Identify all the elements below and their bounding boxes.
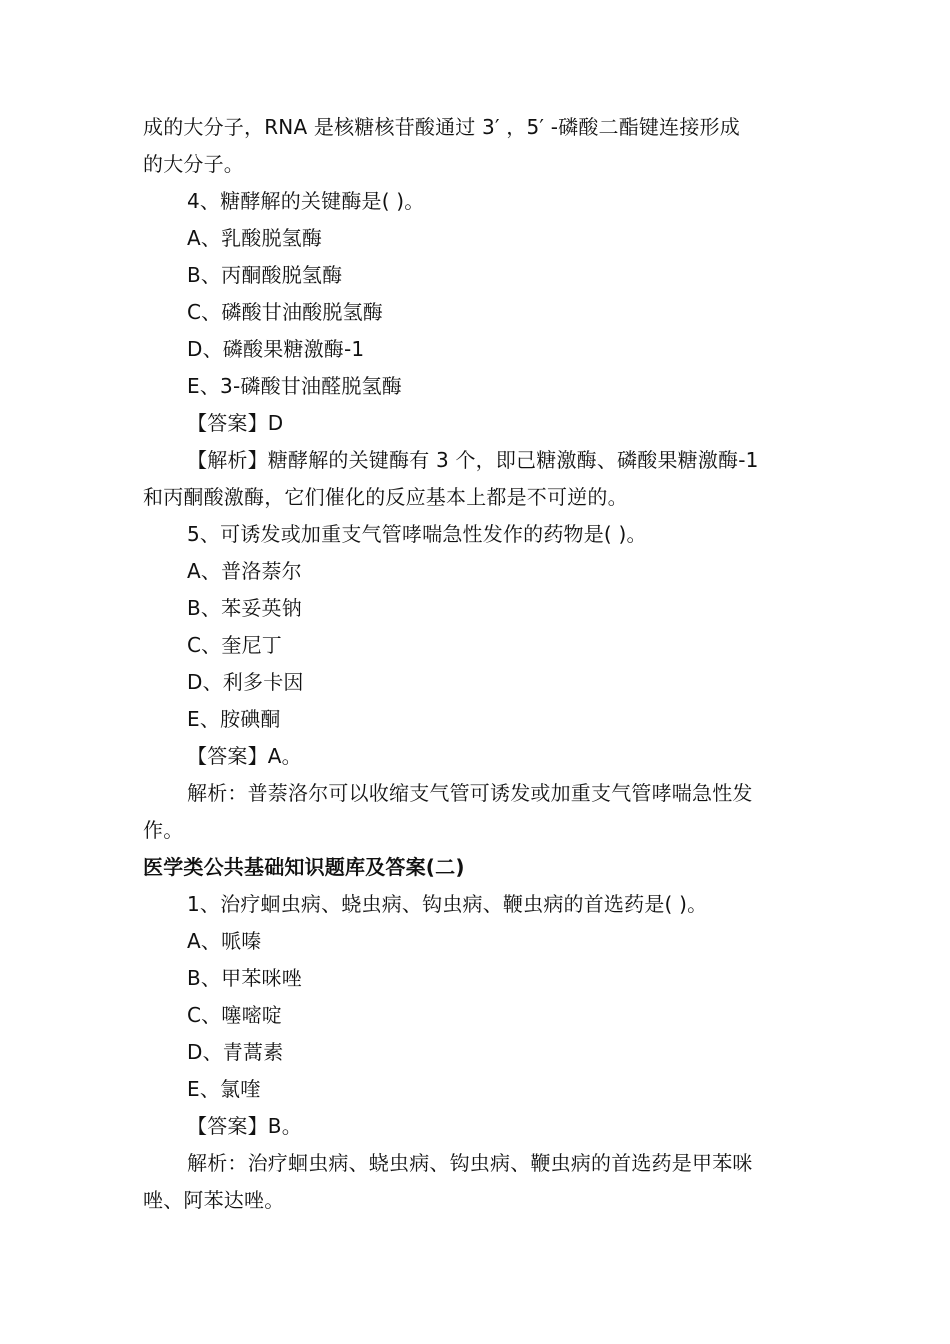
document-body	[143, 109, 813, 1219]
text-line: E、3-磷酸甘油醛脱氢酶	[187, 374, 402, 398]
text-line: 1、治疗蛔虫病、蛲虫病、钩虫病、鞭虫病的首选药是( )。	[187, 892, 708, 916]
text-line: D、磷酸果糖激酶-1	[187, 337, 365, 361]
text-line: E、胺碘酮	[187, 707, 281, 731]
text-line: 作。	[143, 818, 184, 842]
text-line: B、苯妥英钠	[187, 596, 302, 620]
text-line: E、氯喹	[187, 1077, 261, 1101]
text-line: 解析：普萘洛尔可以收缩支气管可诱发或加重支气管哮喘急性发	[187, 781, 753, 805]
text-line: 和丙酮酸激酶，它们催化的反应基本上都是不可逆的。	[143, 485, 628, 509]
text-line: D、利多卡因	[187, 670, 304, 694]
text-line: 5、可诱发或加重支气管哮喘急性发作的药物是( )。	[187, 522, 647, 546]
section-heading: 医学类公共基础知识题库及答案(二)	[143, 855, 465, 879]
text-line: A、普洛萘尔	[187, 559, 302, 583]
text-line: 成的大分子，RNA 是核糖核苷酸通过 3′ ，5′ -磷酸二酯键连接形成	[143, 115, 740, 139]
text-line: 【答案】B。	[187, 1114, 302, 1138]
text-line: 【解析】糖酵解的关键酶有 3 个，即己糖激酶、磷酸果糖激酶-1	[187, 448, 759, 472]
text-line: B、甲苯咪唑	[187, 966, 302, 990]
text-line: A、哌嗪	[187, 929, 262, 953]
text-line: 4、糖酵解的关键酶是( )。	[187, 189, 425, 213]
text-line: C、磷酸甘油酸脱氢酶	[187, 300, 383, 324]
text-line: B、丙酮酸脱氢酶	[187, 263, 343, 287]
text-line: C、噻嘧啶	[187, 1003, 282, 1027]
text-line: D、青蒿素	[187, 1040, 284, 1064]
text-line: 的大分子。	[143, 152, 244, 176]
text-line: 【答案】A。	[187, 744, 302, 768]
text-line: C、奎尼丁	[187, 633, 282, 657]
text-line: 唑、阿苯达唑。	[143, 1188, 285, 1212]
text-line: 【答案】D	[187, 411, 284, 435]
text-line: A、乳酸脱氢酶	[187, 226, 323, 250]
text-line: 解析：治疗蛔虫病、蛲虫病、钩虫病、鞭虫病的首选药是甲苯咪	[187, 1151, 753, 1175]
